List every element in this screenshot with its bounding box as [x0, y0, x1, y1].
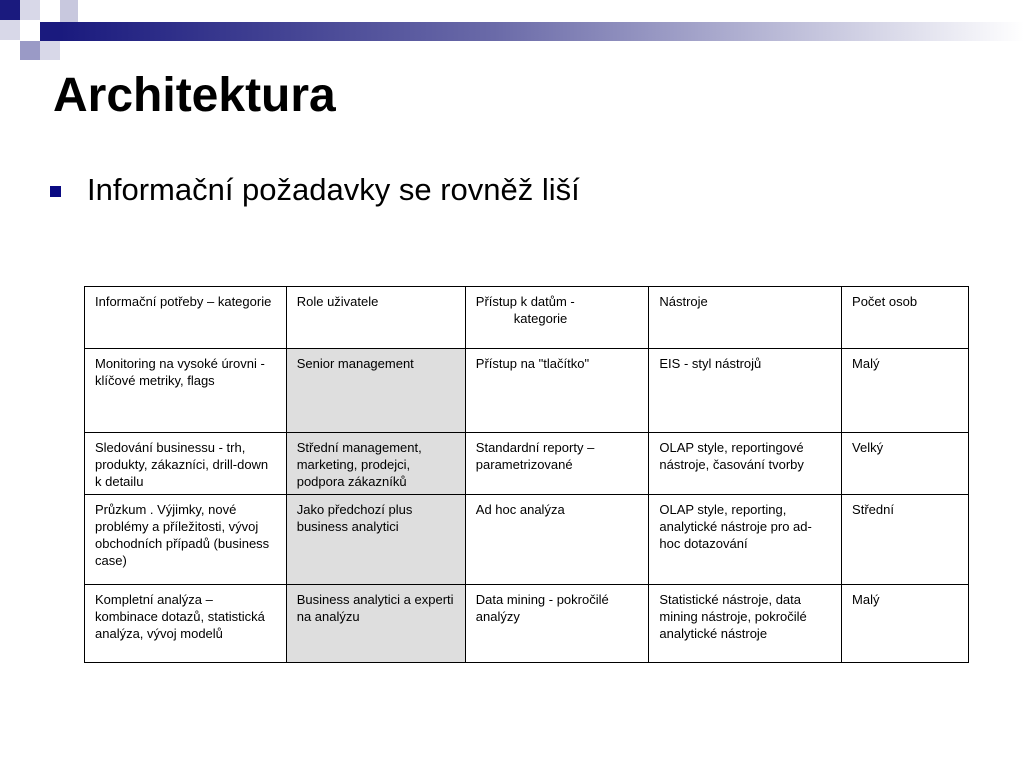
cell-access: Přístup na "tlačítko" — [465, 349, 649, 433]
bullet-item — [50, 172, 580, 208]
cell-needs: Sledování businessu - trh, produkty, zákazníci, drill-down k detailu — [85, 433, 287, 495]
deco-square — [0, 0, 20, 20]
header-cell-count: Počet osob — [842, 287, 969, 349]
cell-role: Jako předchozí plus business analytici — [286, 495, 465, 585]
cell-role: Business analytici a experti na analýzu — [286, 585, 465, 663]
cell-role: Střední management, marketing, prodejci, podpora zákazníků — [286, 433, 465, 495]
cell-count: Velký — [842, 433, 969, 495]
header-access-line1: Přístup k datům - — [475, 294, 575, 309]
cell-count: Malý — [842, 349, 969, 433]
table-row — [85, 433, 969, 495]
cell-needs: Monitoring na vysoké úrovni - klíčové metriky, flags — [85, 349, 287, 433]
header-cell-role: Role uživatele — [286, 287, 465, 349]
table-row — [85, 349, 969, 433]
deco-square — [0, 20, 20, 40]
cell-needs: Kompletní analýza – kombinace dotazů, statistická analýza, vývoj modelů — [85, 585, 287, 663]
deco-square — [40, 22, 60, 41]
header-decoration — [0, 0, 1024, 60]
cell-access: Ad hoc analýza — [465, 495, 649, 585]
table-row — [85, 585, 969, 663]
bullet-text: Informační požadavky se rovněž liší — [87, 172, 580, 207]
cell-count: Malý — [842, 585, 969, 663]
cell-tools: OLAP style, reporting, analytické nástroje pro ad-hoc dotazování — [649, 495, 842, 585]
deco-square — [20, 20, 40, 40]
table-row — [85, 495, 969, 585]
cell-access: Standardní reporty – parametrizované — [465, 433, 649, 495]
cell-role: Senior management — [286, 349, 465, 433]
deco-square — [20, 41, 40, 60]
deco-square — [60, 0, 78, 22]
cell-tools: Statistické nástroje, data mining nástroje, pokročilé analytické nástroje — [649, 585, 842, 663]
cell-tools: EIS - styl nástrojů — [649, 349, 842, 433]
header-cell-tools: Nástroje — [649, 287, 842, 349]
header-band — [60, 22, 1024, 41]
header-access-line2: kategorie — [513, 311, 568, 326]
cell-tools: OLAP style, reportingové nástroje, časování tvorby — [649, 433, 842, 495]
header-cell-access — [465, 287, 649, 349]
header-cell-needs: Informační potřeby – kategorie — [85, 287, 287, 349]
square-bullet-icon — [50, 186, 61, 197]
requirements-table — [84, 286, 969, 663]
deco-square — [20, 0, 40, 20]
cell-count: Střední — [842, 495, 969, 585]
deco-square — [40, 41, 60, 60]
cell-access: Data mining - pokročilé analýzy — [465, 585, 649, 663]
page-title: Architektura — [53, 69, 336, 122]
cell-needs: Průzkum . Výjimky, nové problémy a příležitosti, vývoj obchodních případů (business case) — [85, 495, 287, 585]
table-header-row — [85, 287, 969, 349]
